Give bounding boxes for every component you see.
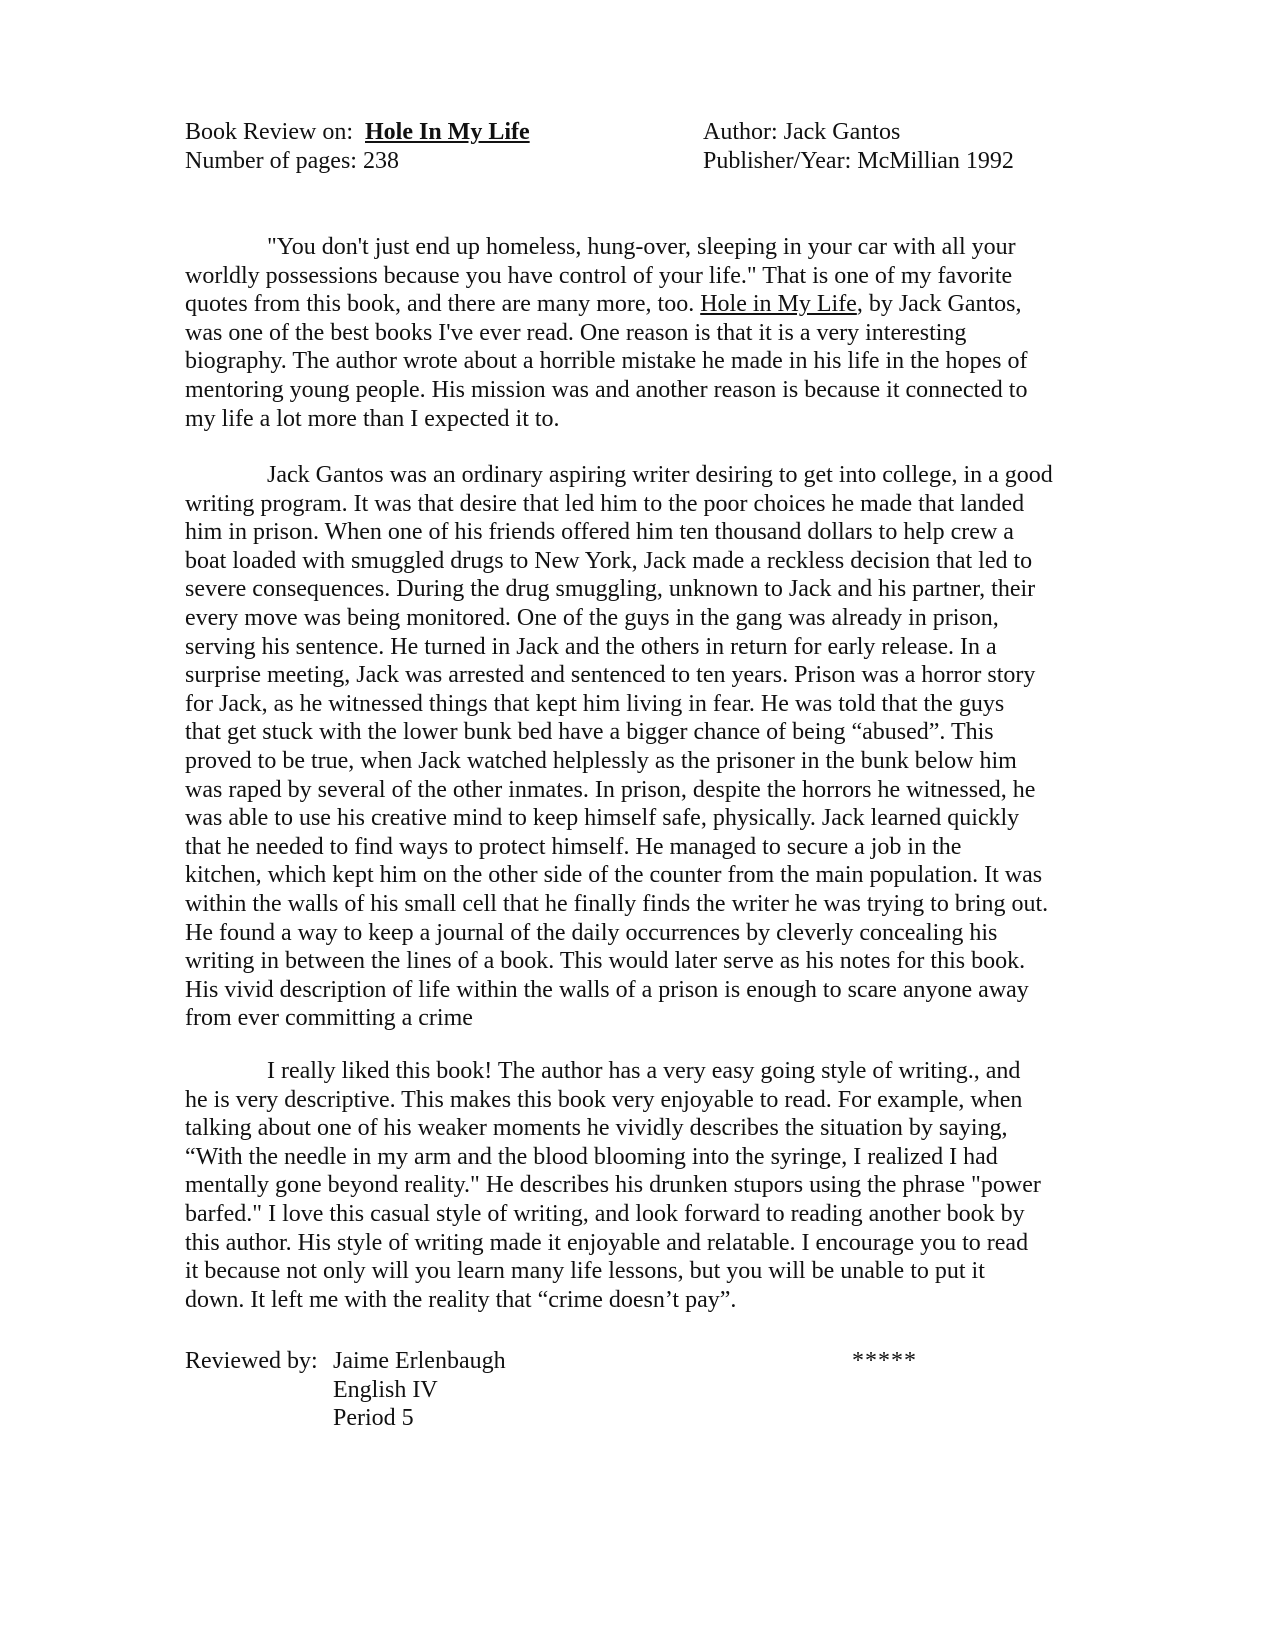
paragraph-line: serving his sentence. He turned in Jack and the others in return for early release. In a — [185, 633, 997, 660]
paragraph-line: Jack Gantos was an ordinary aspiring writer desiring to get into college, in a good — [267, 462, 1053, 488]
reviewer-name: Jaime Erlenbaugh — [333, 1348, 506, 1374]
paragraph-line: barfed." I love this casual style of writing, and look forward to reading another book by — [185, 1200, 1025, 1227]
paragraph-line: kitchen, which kept him on the other side of the counter from the main population. It was — [185, 862, 1043, 889]
paragraph-line: severe consequences. During the drug smuggling, unknown to Jack and his partner, their — [185, 576, 1036, 603]
paragraph-line: His vivid description of life within the walls of a prison is enough to scare anyone away — [185, 976, 1029, 1003]
paragraph-line: I really liked this book! The author has a very easy going style of writing., and — [267, 1058, 1021, 1084]
paragraph-line: worldly possessions because you have control of your life." That is one of my favorite — [185, 262, 1013, 289]
paragraph-line: biography. The author wrote about a horrible mistake he made in his life in the hopes of — [185, 348, 1028, 375]
paragraph-line: writing program. It was that desire that led him to the poor choices he made that landed — [185, 490, 1025, 517]
paragraph-line: every move was being monitored. One of the guys in the gang was already in prison, — [185, 604, 999, 631]
paragraph-line: “With the needle in my arm and the blood blooming into the syringe, I realized I had — [185, 1143, 998, 1170]
reviewer-period: Period 5 — [333, 1405, 414, 1432]
paragraph-line: him in prison. When one of his friends offered him ten thousand dollars to help crew a — [185, 519, 1014, 546]
paragraph-intro — [185, 233, 1085, 433]
paragraph-line: boat loaded with smuggled drugs to New York, Jack made a reckless decision that led to — [185, 547, 1033, 574]
paragraph-line: that he needed to find ways to protect himself. He managed to secure a job in the — [185, 833, 962, 860]
paragraph-line: down. It left me with the reality that “crime doesn’t pay”. — [185, 1286, 737, 1313]
book-title: Hole In My Life — [365, 119, 530, 145]
header-author-line: Author: Jack Gantos — [703, 119, 901, 145]
paragraph-line: talking about one of his weaker moments he vividly describes the situation by saying, — [185, 1115, 1008, 1142]
header-pages-line: Number of pages: 238 — [185, 148, 399, 174]
paragraph-line: for Jack, as he witnessed things that kept him living in fear. He was told that the guys — [185, 690, 1005, 717]
paragraph-line: mentally gone beyond reality." He describes his drunken stupors using the phrase "power — [185, 1172, 1041, 1199]
paragraph-line: writing in between the lines of a book. This would later serve as his notes for this book. — [185, 948, 1026, 975]
header-review-line — [185, 118, 530, 146]
paragraph-line: he is very descriptive. This makes this book very enjoyable to read. For example, when — [185, 1086, 1023, 1113]
paragraph-line: within the walls of his small cell that he finally finds the writer he was trying to bring out. — [185, 890, 1049, 917]
paragraph-line: this author. His style of writing made it enjoyable and relatable. I encourage you to read — [185, 1229, 1029, 1256]
paragraph-line: "You don't just end up homeless, hung-over, sleeping in your car with all your — [267, 234, 1016, 260]
paragraph-line: He found a way to keep a journal of the daily occurrences by cleverly concealing his — [185, 919, 998, 946]
header-publisher-line: Publisher/Year: McMillian 1992 — [703, 148, 1014, 174]
star-rating: ***** — [852, 1348, 917, 1374]
paragraph-line: was able to use his creative mind to keep himself safe, physically. Jack learned quickly — [185, 805, 1020, 832]
book-title-inline: Hole in My Life — [700, 291, 857, 318]
paragraph-line: was one of the best books I've ever read. One reason is that it is a very interesting — [185, 319, 967, 346]
paragraph-line: my life a lot more than I expected it to. — [185, 405, 560, 432]
reviewer-details — [333, 1347, 506, 1433]
paragraph-line: proved to be true, when Jack watched helplessly as the prisoner in the bunk below him — [185, 747, 1017, 774]
paragraph-line: mentoring young people. His mission was and another reason is because it connected to — [185, 376, 1028, 403]
paragraph-opinion — [185, 1057, 1085, 1314]
paragraph-summary — [185, 461, 1085, 1033]
paragraph-line: it because not only will you learn many life lessons, but you will be unable to put it — [185, 1258, 985, 1285]
paragraph-line: was raped by several of the other inmates. In prison, despite the horrors he witnessed, he — [185, 776, 1036, 803]
reviewed-by-label: Reviewed by: — [185, 1348, 318, 1374]
paragraph-line: from ever committing a crime — [185, 1005, 473, 1032]
paragraph-line: quotes from this book, and there are many more, too. Hole in My Life, by Jack Gantos, — [185, 291, 1022, 318]
paragraph-line: that get stuck with the lower bunk bed have a bigger chance of being “abused”. This — [185, 719, 994, 746]
review-label: Book Review on: — [185, 119, 353, 145]
paragraph-line: surprise meeting, Jack was arrested and sentenced to ten years. Prison was a horror story — [185, 662, 1036, 689]
reviewer-course: English IV — [333, 1376, 438, 1403]
